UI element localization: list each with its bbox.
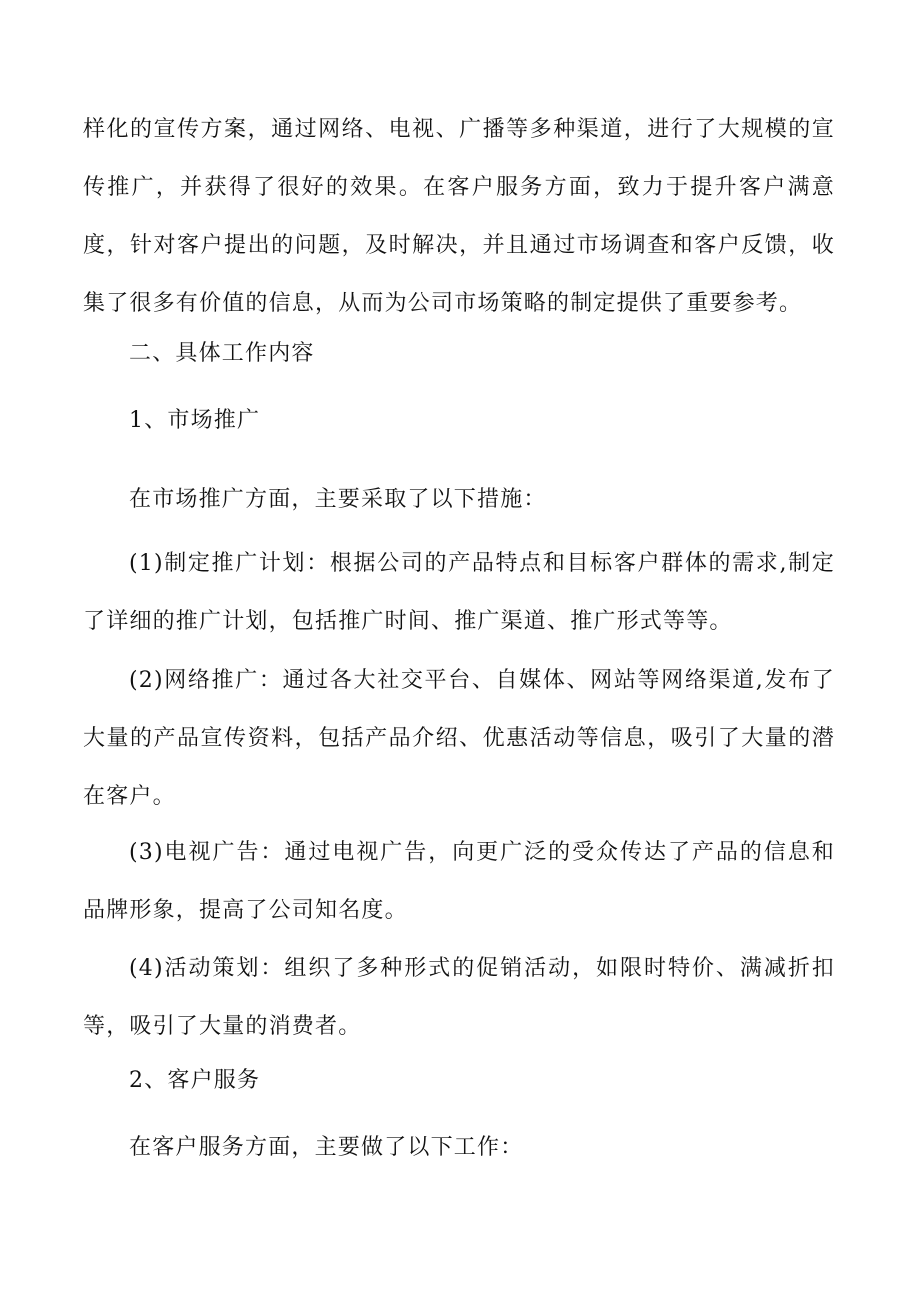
paragraph-intro-continuation: 样化的宣传方案，通过网络、电视、广播等多种渠道，进行了大规模的宣传推广，并获得了很好的效果。在客户服务方面，致力于提升客户满意度，针对客户提出的问题，及时解决，并且通过市场调查和客户反馈，收集了很多有价值的信息，从而为公司市场策略的制定提供了重要参考。 xyxy=(83,117,835,316)
section-heading-work-content: 二、具体工作内容 xyxy=(129,341,315,366)
paragraph-item-4-event-planning: (4)活动策划：组织了多种形式的促销活动，如限时特价、满减折扣等，吸引了大量的消费者。 xyxy=(83,956,835,1039)
paragraph-item-1-promotion-plan: (1)制定推广计划：根据公司的产品特点和目标客户群体的需求,制定了详细的推广计划，包括推广时间、推广渠道、推广形式等等。 xyxy=(83,551,835,634)
subheading-market-promotion: 1、市场推广 xyxy=(129,408,261,433)
subheading-customer-service: 2、客户服务 xyxy=(129,1068,261,1093)
paragraph-customer-service-work: 在客户服务方面，主要做了以下工作： xyxy=(129,1135,524,1160)
paragraph-promotion-measures: 在市场推广方面，主要采取了以下措施： xyxy=(129,487,547,512)
paragraph-item-2-online-promotion: (2)网络推广：通过各大社交平台、自媒体、网站等网络渠道,发布了大量的产品宣传资料，包括产品介绍、优惠活动等信息，吸引了大量的潜在客户。 xyxy=(83,668,835,809)
paragraph-item-3-tv-ads: (3)电视广告：通过电视广告，向更广泛的受众传达了产品的信息和品牌形象，提高了公司知名度。 xyxy=(83,840,835,923)
